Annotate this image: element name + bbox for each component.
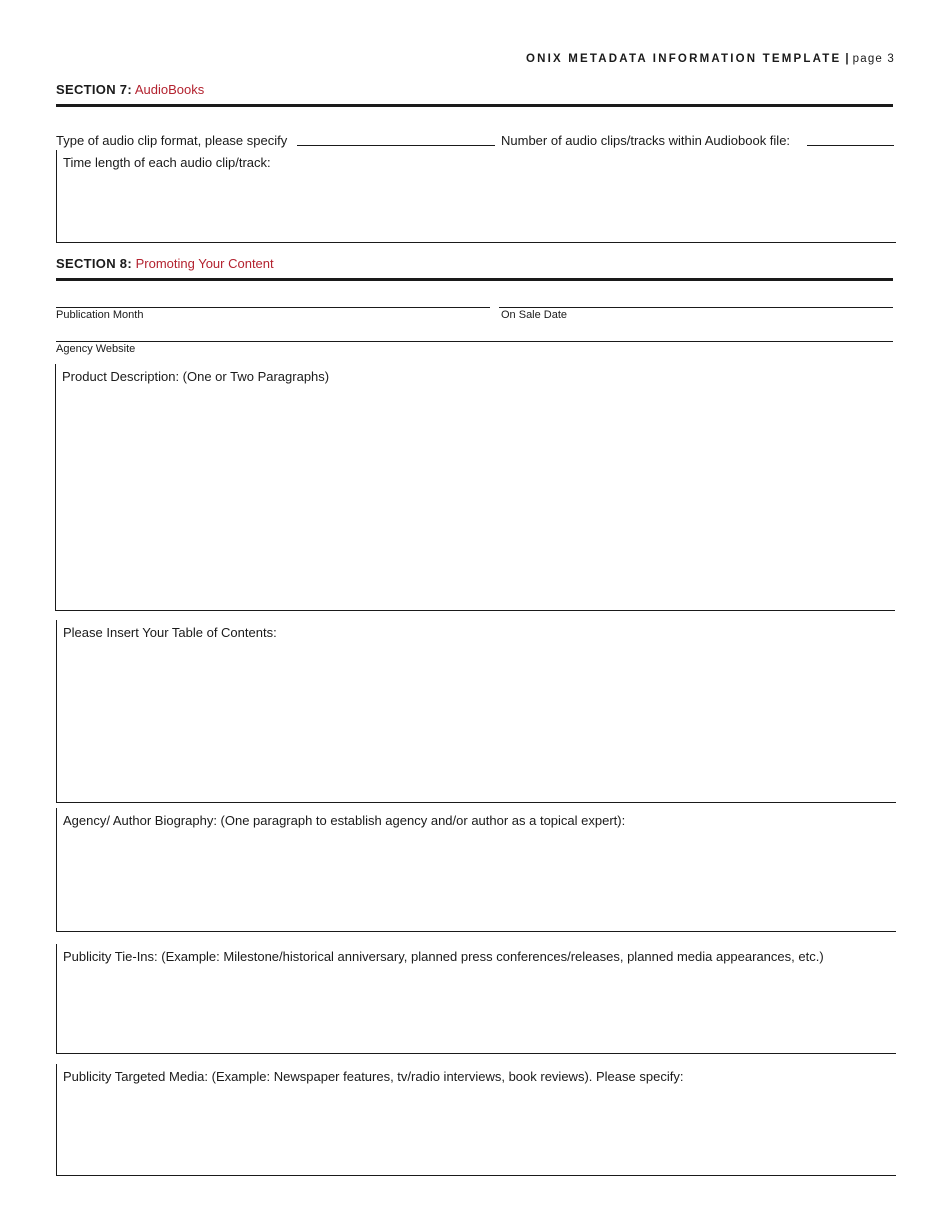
biography-box[interactable] bbox=[56, 808, 896, 932]
section-7-number: SECTION 7: bbox=[56, 82, 132, 97]
section-7-rule bbox=[56, 104, 893, 107]
publicity-tieins-box[interactable] bbox=[56, 944, 896, 1054]
page-number: page 3 bbox=[852, 53, 895, 65]
section-8-rule bbox=[56, 278, 893, 281]
num-clips-label: Number of audio clips/tracks within Audiobook file: bbox=[501, 133, 791, 148]
section-7-name: AudioBooks bbox=[134, 82, 205, 97]
section-8-heading bbox=[56, 256, 274, 271]
table-of-contents-box[interactable] bbox=[56, 620, 896, 803]
publication-month-field[interactable] bbox=[56, 307, 490, 308]
biography-label: Agency/ Author Biography: (One paragraph to establish agency and/or author as a topical expert): bbox=[63, 813, 626, 828]
product-description-label: Product Description: (One or Two Paragraphs) bbox=[62, 369, 330, 384]
publicity-tieins-label: Publicity Tie-Ins: (Example: Milestone/historical anniversary, planned press conferences/releases, planned media appearances, etc.) bbox=[63, 949, 824, 964]
agency-website-field[interactable] bbox=[56, 341, 893, 342]
publication-month-label: Publication Month bbox=[56, 309, 144, 321]
on-sale-date-field[interactable] bbox=[499, 307, 893, 308]
page-header bbox=[526, 53, 895, 65]
header-separator: | bbox=[845, 53, 849, 65]
num-clips-field[interactable] bbox=[807, 145, 894, 146]
agency-website-label: Agency Website bbox=[56, 343, 136, 355]
section-7-heading bbox=[56, 82, 204, 97]
document-title: ONIX METADATA INFORMATION TEMPLATE bbox=[525, 53, 842, 65]
table-of-contents-label: Please Insert Your Table of Contents: bbox=[63, 625, 277, 640]
product-description-box[interactable] bbox=[55, 364, 895, 611]
section-8-name: Promoting Your Content bbox=[135, 256, 274, 271]
audio-format-label: Type of audio clip format, please specify bbox=[56, 133, 288, 148]
on-sale-date-label: On Sale Date bbox=[501, 309, 568, 321]
publicity-media-box[interactable] bbox=[56, 1064, 896, 1176]
time-length-label: Time length of each audio clip/track: bbox=[63, 155, 271, 170]
publicity-media-label: Publicity Targeted Media: (Example: Newspaper features, tv/radio interviews, book reviews). Please specify: bbox=[63, 1069, 684, 1084]
audio-format-field[interactable] bbox=[297, 145, 495, 146]
time-length-box[interactable] bbox=[56, 150, 896, 243]
section-8-number: SECTION 8: bbox=[56, 256, 132, 271]
